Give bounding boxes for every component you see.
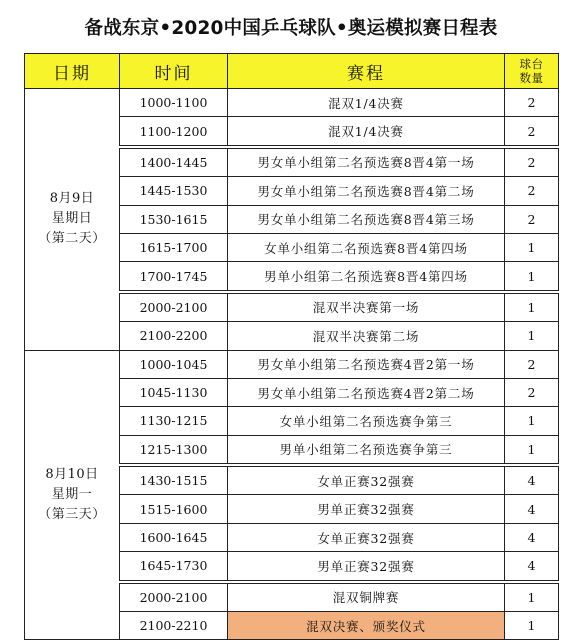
header-time: 时间: [120, 54, 228, 89]
event-cell: 男单正赛32强赛: [228, 495, 505, 523]
time-cell: 1400-1445: [120, 147, 228, 177]
event-cell: 男女单小组第二名预选赛8晋4第二场: [228, 177, 505, 205]
event-cell: 混双半决赛第一场: [228, 292, 505, 322]
time-cell: 1215-1300: [120, 435, 228, 465]
table-count-cell: 2: [505, 147, 559, 177]
time-cell: 1530-1615: [120, 205, 228, 233]
event-cell: 男单小组第二名预选赛争第三: [228, 435, 505, 465]
event-cell: 男女单小组第二名预选赛8晋4第三场: [228, 205, 505, 233]
table-count-cell: 4: [505, 465, 559, 495]
table-count-cell: 1: [505, 292, 559, 322]
table-header-row: [25, 54, 559, 89]
table-count-cell: 1: [505, 582, 559, 612]
event-cell: 男女单小组第二名预选赛4晋2第一场: [228, 350, 505, 378]
table-row: [25, 89, 559, 117]
header-count-line1: 球台: [519, 57, 544, 71]
time-cell: 1045-1130: [120, 378, 228, 406]
time-cell: 1000-1100: [120, 89, 228, 117]
table-count-cell: 1: [505, 262, 559, 292]
event-cell: 混双铜牌赛: [228, 582, 505, 612]
header-date: 日期: [25, 54, 120, 89]
table-count-cell: 4: [505, 523, 559, 551]
day2-label: （第三天）: [38, 506, 106, 522]
time-cell: 1600-1645: [120, 523, 228, 551]
event-cell: 男单小组第二名预选赛8晋4第四场: [228, 262, 505, 292]
day1-label: （第二天）: [38, 231, 106, 247]
event-cell: 混双1/4决赛: [228, 117, 505, 147]
time-cell: 2000-2100: [120, 292, 228, 322]
page-title: 备战东京•2020中国乒乓球队•奥运模拟赛日程表: [84, 18, 498, 39]
time-cell: 2100-2200: [120, 322, 228, 350]
day1-date: 8月9日: [49, 191, 95, 207]
table-count-cell: 2: [505, 205, 559, 233]
event-cell: 男女单小组第二名预选赛4晋2第二场: [228, 378, 505, 406]
event-cell: 女单正赛32强赛: [228, 523, 505, 551]
day1-weekday: 星期日: [51, 211, 93, 227]
table-count-cell: 1: [505, 612, 559, 640]
table-count-cell: 4: [505, 495, 559, 523]
header-count-line2: 数量: [519, 71, 544, 85]
table-count-cell: 2: [505, 89, 559, 117]
time-cell: 1430-1515: [120, 465, 228, 495]
day2-cell: [25, 350, 120, 640]
schedule-table: [24, 53, 559, 640]
time-cell: 1700-1745: [120, 262, 228, 292]
header-table-count: [505, 54, 559, 89]
time-cell: 1645-1730: [120, 552, 228, 582]
time-cell: 2100-2210: [120, 612, 228, 640]
table-count-cell: 1: [505, 233, 559, 261]
event-cell: 男女单小组第二名预选赛8晋4第一场: [228, 147, 505, 177]
header-event: 赛程: [228, 54, 505, 89]
table-count-cell: 4: [505, 552, 559, 582]
time-cell: 2000-2100: [120, 582, 228, 612]
time-cell: 1445-1530: [120, 177, 228, 205]
event-cell: 女单正赛32强赛: [228, 465, 505, 495]
event-cell: 男单正赛32强赛: [228, 552, 505, 582]
table-count-cell: 2: [505, 117, 559, 147]
time-cell: 1130-1215: [120, 407, 228, 435]
table-count-cell: 2: [505, 378, 559, 406]
day1-cell: [25, 89, 120, 351]
table-count-cell: 1: [505, 435, 559, 465]
time-cell: 1100-1200: [120, 117, 228, 147]
time-cell: 1000-1045: [120, 350, 228, 378]
event-cell-final-highlight: 混双决赛、颁奖仪式: [228, 612, 505, 640]
table-count-cell: 1: [505, 407, 559, 435]
event-cell: 女单小组第二名预选赛争第三: [228, 407, 505, 435]
time-cell: 1515-1600: [120, 495, 228, 523]
table-count-cell: 2: [505, 177, 559, 205]
event-cell: 女单小组第二名预选赛8晋4第四场: [228, 233, 505, 261]
day2-date: 8月10日: [45, 466, 99, 482]
event-cell: 混双1/4决赛: [228, 89, 505, 117]
table-row: [25, 350, 559, 378]
day2-weekday: 星期一: [51, 486, 93, 502]
time-cell: 1615-1700: [120, 233, 228, 261]
table-count-cell: 2: [505, 350, 559, 378]
table-count-cell: 1: [505, 322, 559, 350]
event-cell: 混双半决赛第二场: [228, 322, 505, 350]
